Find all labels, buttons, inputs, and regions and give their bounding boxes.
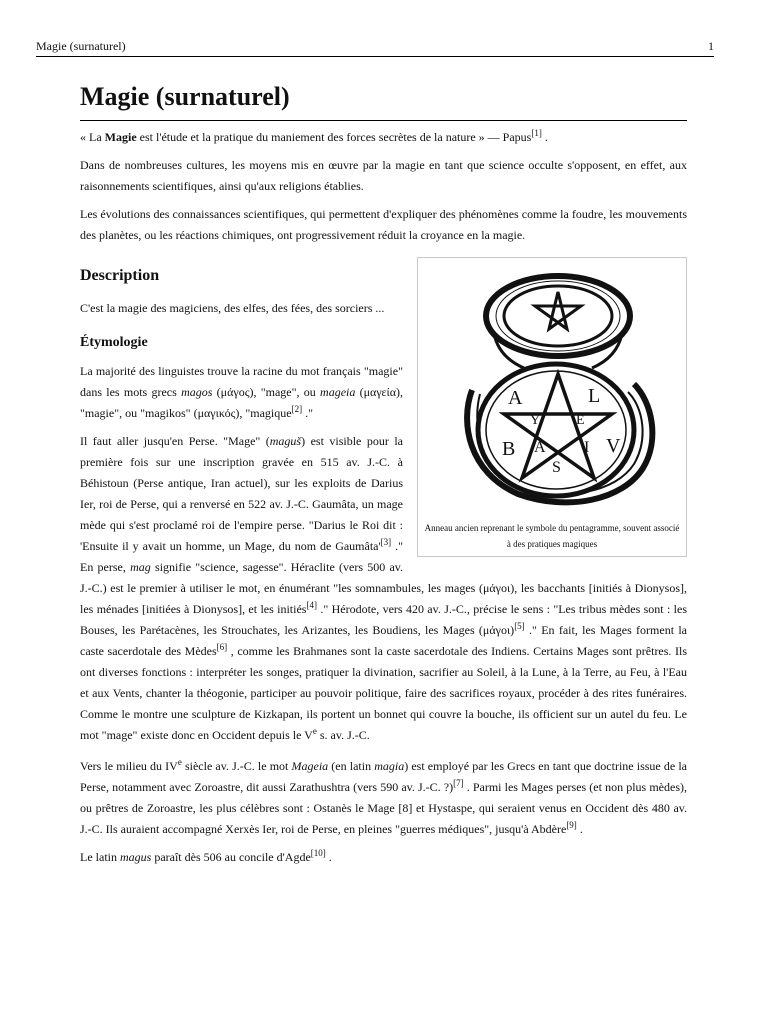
intro-paragraph-3: Les évolutions des connaissances scientifiques, qui permettent d'expliquer des phénomènes comme la foudre, les mouvements des planètes, ou les réactions chimiques, ont progressivement réduit la croyance en la magie. xyxy=(80,207,687,242)
figure-ring-pentagram xyxy=(417,257,687,557)
ref-link-10[interactable]: [10] xyxy=(310,848,326,858)
ring-letter: S xyxy=(552,459,561,476)
etymologie-paragraph-3: Vers le milieu du IVe siècle av. J.-C. le mot Mageia (en latin magia) est employé par les Grecs en tant que doctrine issue de la Perse, notamment avec Zoroastre, dit aussi Zarathushtra (vers 590 av. J.-C. ?)[7] . Parmi les Mages perses (et non plus mèdes), ou prêtres de Zoroastre, les plus célèbres sont : Ostanès le Mage [8] et Hystaspe, qui seraient venus en Occident dès 480 av. J.-C. Ils auraient accompagné Xerxès Ier, roi de Perse, en pleines "guerres médiques", jusqu'à Abdère[9] . xyxy=(80,757,688,836)
ring-letter: I xyxy=(584,439,590,456)
ref-link-6[interactable]: [6] xyxy=(216,642,228,652)
intro-quote: « La Magie est l'étude et la pratique du maniement des forces secrètes de la nature » — Papus[1] . xyxy=(80,128,548,144)
ref-link-1[interactable]: [1] xyxy=(531,128,542,138)
ref-link-4[interactable]: [4] xyxy=(306,600,317,610)
figure-caption: Anneau ancien reprenant le symbole du pentagramme, souvent associé à des pratiques magiques xyxy=(424,523,680,549)
ref-link-5[interactable]: [5] xyxy=(514,621,525,631)
ring-letter: E xyxy=(576,413,585,428)
page-header xyxy=(36,38,714,57)
ref-link-2[interactable]: [2] xyxy=(291,404,303,414)
ref-link-7[interactable]: [7] xyxy=(453,778,464,788)
ring-letter: A xyxy=(508,387,523,409)
page-number: 1 xyxy=(708,39,714,53)
article-body xyxy=(80,78,687,875)
ref-link-9[interactable]: [9] xyxy=(566,820,577,830)
section-heading-etymologie: Étymologie xyxy=(80,335,148,350)
intro-paragraph-2: Dans de nombreuses cultures, les moyens mis en œuvre par la magie en tant que science occulte s'opposent, en effet, aux raisonnements scientifiques, ainsi qu'aux religions établies. xyxy=(80,158,687,193)
ring-letter: L xyxy=(588,385,601,407)
etymologie-paragraph-1: La majorité des linguistes trouve la racine du mot français "magie" dans les mots grecs magos (μάγος), "mage", ou mageia (μαγεία), "magie", ou "magikos" (μαγικός), "magique[2] ." xyxy=(80,364,403,420)
ring-letter: B xyxy=(502,438,516,460)
etymologie-paragraph-4: Le latin magus paraît dès 506 au concile d'Agde[10] . xyxy=(80,848,332,864)
ring-letter: Y xyxy=(530,413,541,428)
ring-letter: A xyxy=(534,439,546,456)
ring-letter: V xyxy=(606,435,621,457)
quote-bold-term: Magie xyxy=(104,130,137,144)
ref-link-3[interactable]: [3] xyxy=(380,537,392,547)
description-text: C'est la magie des magiciens, des elfes, des fées, des sorciers ... xyxy=(80,301,385,315)
etymologie-paragraph-2: Il faut aller jusqu'en Perse. "Mage" (maguš) est visible pour la première fois sur une inscription gravée en 515 av. J.-C. à Béhistoun (Perse antique, Iran actuel), sur les exploits de Darius Ier, roi de Perse, qui a renversé en 522 av. J.-C. Gaumâta, un mage mède qui s'est proclamé roi de l'empire perse. "Darius le Roi dit : 'Ensuite il y avait un homme, un Mage, du nom de Gaumâta'[3] ." En perse, mag signifie "science, sagesse". Héraclite (vers 500 av. J.-C.) est le premier à utiliser le mot, en énumérant "les somnambules, les mages (μάγοι), les bacchants [initiés à Dionysos], les ménades [initiées à Dionysos], et les initiés[4] ." Hérodote, vers 420 av. J.-C., précise le sens : "Les tribus mèdes sont : les Bouses, les Parétacènes, les Strouchates, les Arizantes, les Boudiens, les Mages (μάγοι)[5] ." En fait, les Mages forment la caste sacerdotale des Mèdes[6] , comme les Brahmanes sont la caste sacerdotale des Indiens. Certains Mages sont prêtres. Ils ont diverses fonctions : interpréter les songes, pratiquer la divination, sacrifier au Soleil, à la Lune, à la Terre, au Feu, à l'Eau et aux Vents, chanter la théogonie, participer au pouvoir politique, faire des sacrifices royaux, procéder à des rites funéraires. Comme le montre une sculpture de Kizkapan, ils portent un bonnet qui couvre la bouche, ils officient sur un autel du feu. Le mot "mage" existe donc en Occident depuis le Ve s. av. J.-C. xyxy=(80,434,688,742)
header-title: Magie (surnaturel) xyxy=(36,39,126,53)
page-title: Magie (surnaturel) xyxy=(80,78,687,121)
section-heading-description: Description xyxy=(80,267,160,284)
ring-pentagram-illustration xyxy=(438,272,666,516)
